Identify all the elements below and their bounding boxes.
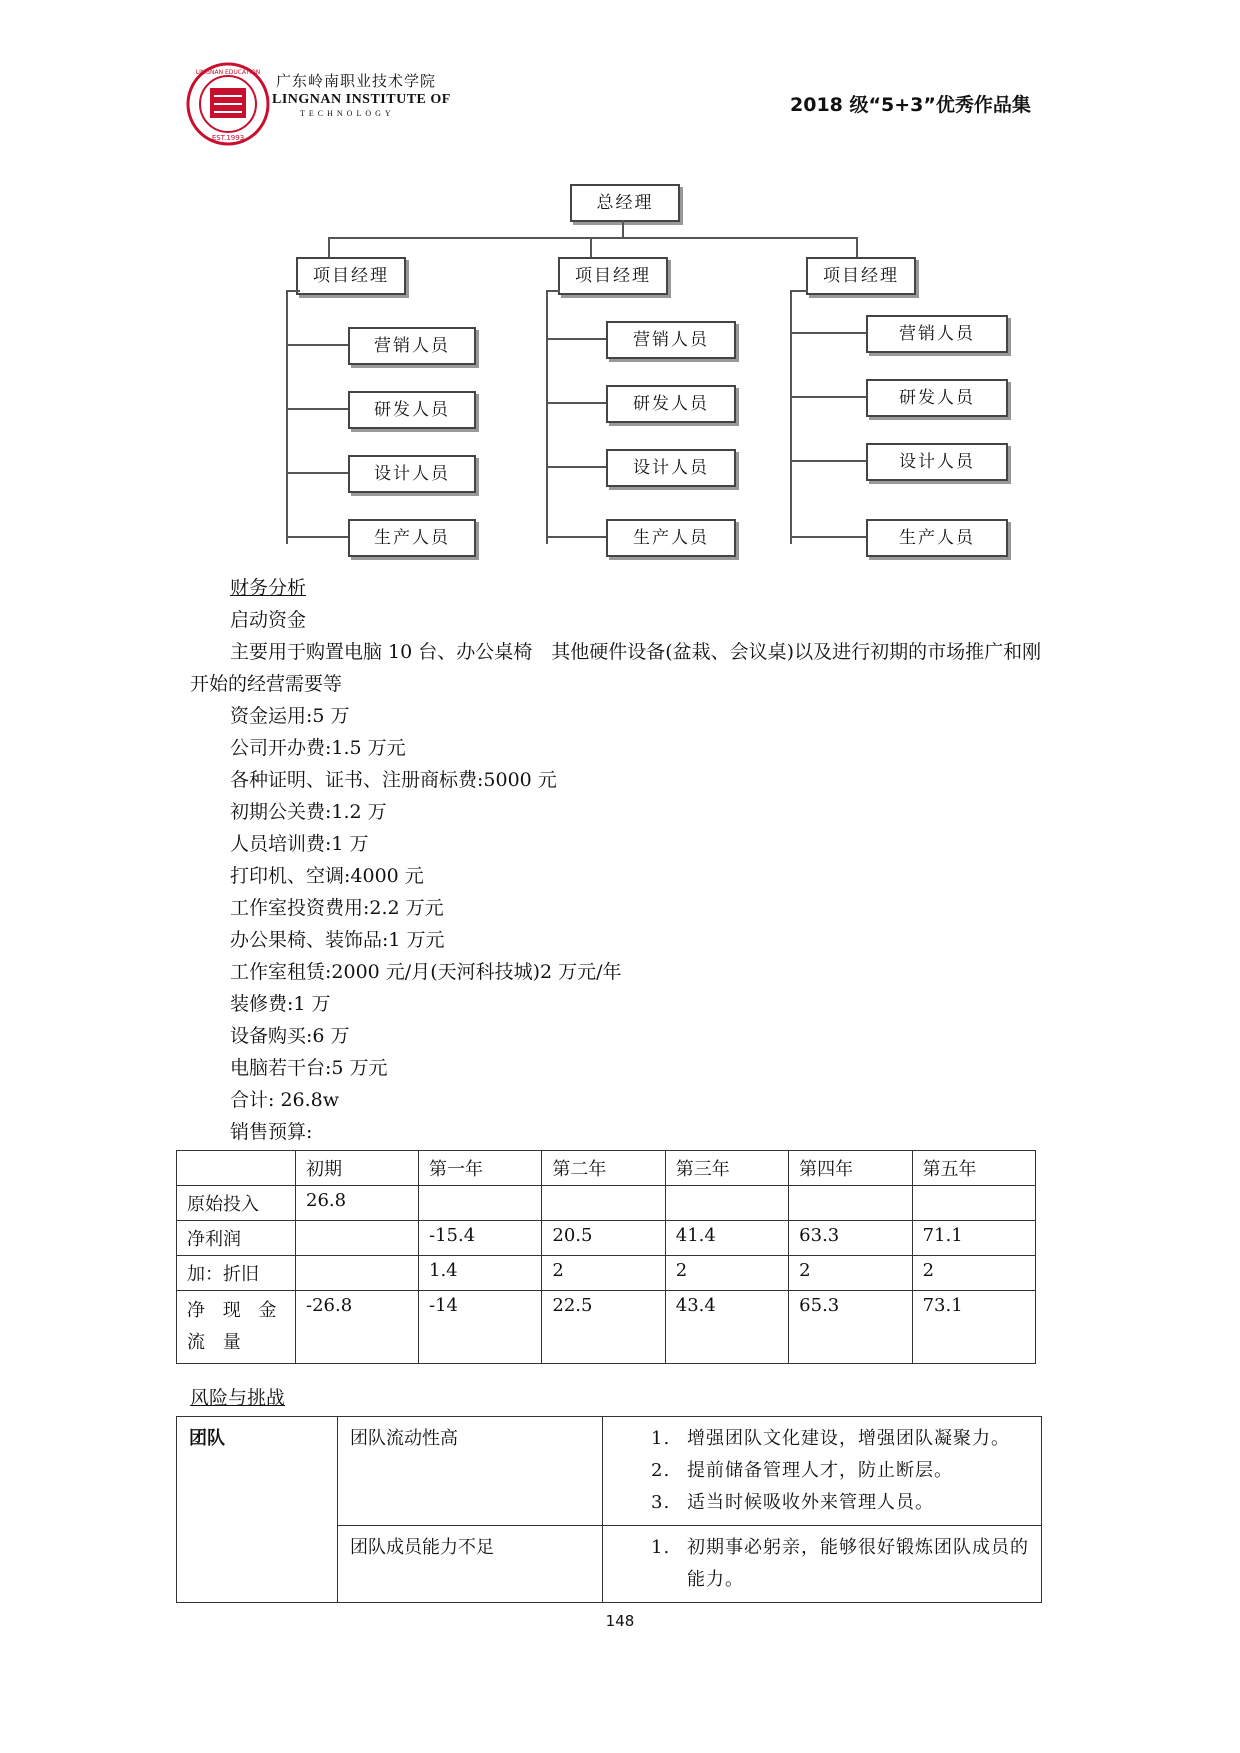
table-cell: 26.8 bbox=[296, 1186, 419, 1221]
table-row bbox=[177, 1186, 1036, 1221]
finance-item: 初期公关费:1.2 万 bbox=[230, 801, 387, 823]
table-cell: 原始投入 bbox=[177, 1186, 296, 1221]
risk-table bbox=[176, 1416, 1042, 1603]
risk-plan-cell bbox=[603, 1417, 1042, 1526]
org-staff-3-3: 设计人员 bbox=[866, 443, 1008, 481]
table-cell: 2 bbox=[912, 1256, 1035, 1291]
table-cell: 加：折旧 bbox=[177, 1256, 296, 1291]
table-cell: 2 bbox=[789, 1256, 912, 1291]
table-cell: 净利润 bbox=[177, 1221, 296, 1256]
table-cell: 1.4 bbox=[419, 1256, 542, 1291]
org-staff-1-3: 设计人员 bbox=[348, 455, 476, 493]
org-staff-1-1: 营销人员 bbox=[348, 327, 476, 365]
finance-item: 办公果椅、装饰品:1 万元 bbox=[230, 929, 445, 951]
budget-table bbox=[176, 1150, 1036, 1364]
table-header-cell: 初期 bbox=[296, 1151, 419, 1186]
table-cell bbox=[177, 1151, 296, 1186]
school-name-en: LINGNAN INSTITUTE OF bbox=[272, 92, 451, 107]
org-manager-1: 项目经理 bbox=[296, 257, 406, 295]
table-cell: 43.4 bbox=[665, 1291, 788, 1364]
table-header-cell: 第三年 bbox=[665, 1151, 788, 1186]
finance-total: 合计: 26.8w bbox=[230, 1089, 340, 1111]
page-number: 148 bbox=[605, 1612, 635, 1630]
finance-subtitle: 启动资金 bbox=[230, 609, 307, 631]
table-cell bbox=[296, 1256, 419, 1291]
plan-item: 1. 增强团队文化建设，增强团队凝聚力。 bbox=[651, 1428, 1010, 1449]
org-manager-3: 项目经理 bbox=[806, 257, 916, 295]
table-cell: 净 现 金 流 量 bbox=[177, 1291, 296, 1364]
org-staff-2-3: 设计人员 bbox=[606, 449, 736, 487]
table-header-row bbox=[177, 1151, 1036, 1186]
org-staff-1-4: 生产人员 bbox=[348, 519, 476, 557]
logo-text-top: LINGNAN EDUCATION bbox=[195, 69, 261, 76]
finance-item: 工作室租赁:2000 元/月(天河科技城)2 万元/年 bbox=[230, 961, 622, 983]
school-name-cn: 广东岭南职业技术学院 bbox=[276, 72, 437, 90]
plan-item: 3. 适当时候吸收外来管理人员。 bbox=[651, 1492, 934, 1513]
risk-plan-cell bbox=[603, 1526, 1042, 1603]
table-cell: 65.3 bbox=[789, 1291, 912, 1364]
table-cell bbox=[419, 1186, 542, 1221]
finance-section-title: 财务分析 bbox=[230, 577, 307, 599]
finance-item: 设备购买:6 万 bbox=[230, 1025, 350, 1047]
table-header-cell: 第四年 bbox=[789, 1151, 912, 1186]
finance-item: 人员培训费:1 万 bbox=[230, 833, 369, 855]
table-row bbox=[177, 1417, 1042, 1526]
table-cell bbox=[542, 1186, 665, 1221]
table-cell: 2 bbox=[542, 1256, 665, 1291]
plan-item: 2. 提前储备管理人才，防止断层。 bbox=[651, 1460, 953, 1481]
table-header-cell: 第二年 bbox=[542, 1151, 665, 1186]
table-row bbox=[177, 1256, 1036, 1291]
table-cell: 2 bbox=[665, 1256, 788, 1291]
finance-item: 资金运用:5 万 bbox=[230, 705, 350, 727]
risk-name: 团队流动性高 bbox=[338, 1417, 603, 1526]
finance-item: 工作室投资费用:2.2 万元 bbox=[230, 897, 444, 919]
risk-section-title: 风险与挑战 bbox=[190, 1387, 286, 1409]
table-cell: 20.5 bbox=[542, 1221, 665, 1256]
risk-category: 团队 bbox=[177, 1417, 338, 1603]
table-cell: -26.8 bbox=[296, 1291, 419, 1364]
table-cell: -14 bbox=[419, 1291, 542, 1364]
finance-intro: 主要用于购置电脑 10 台、办公桌椅 其他硬件设备(盆栽、会议桌)以及进行初期的市场推广和刚开始的经营需要等 bbox=[190, 641, 1042, 695]
table-cell: 71.1 bbox=[912, 1221, 1035, 1256]
table-cell: -15.4 bbox=[419, 1221, 542, 1256]
finance-item: 各种证明、证书、注册商标费:5000 元 bbox=[230, 769, 557, 791]
org-staff-3-4: 生产人员 bbox=[866, 519, 1008, 557]
finance-item: 装修费:1 万 bbox=[230, 993, 331, 1015]
table-row bbox=[177, 1221, 1036, 1256]
finance-item: 公司开办费:1.5 万元 bbox=[230, 737, 406, 759]
table-cell: 22.5 bbox=[542, 1291, 665, 1364]
school-name-en-2: TECHNOLOGY bbox=[300, 109, 395, 118]
logo-text-bottom: EST.1993 bbox=[211, 134, 245, 142]
org-staff-2-1: 营销人员 bbox=[606, 321, 736, 359]
plan-item: 1. 初期事必躬亲，能够很好锻炼团队成员的能力。 bbox=[651, 1537, 1029, 1590]
table-cell: 73.1 bbox=[912, 1291, 1035, 1364]
collection-title: 2018 级“5+3”优秀作品集 bbox=[790, 94, 1031, 116]
org-manager-2: 项目经理 bbox=[558, 257, 668, 295]
org-staff-2-4: 生产人员 bbox=[606, 519, 736, 557]
table-cell: 41.4 bbox=[665, 1221, 788, 1256]
sales-budget-label: 销售预算: bbox=[230, 1121, 313, 1143]
table-cell: 63.3 bbox=[789, 1221, 912, 1256]
org-staff-3-1: 营销人员 bbox=[866, 315, 1008, 353]
finance-item: 电脑若干台:5 万元 bbox=[230, 1057, 388, 1079]
table-cell bbox=[296, 1221, 419, 1256]
table-cell bbox=[665, 1186, 788, 1221]
org-staff-3-2: 研发人员 bbox=[866, 379, 1008, 417]
finance-item: 打印机、空调:4000 元 bbox=[230, 865, 424, 887]
table-cell bbox=[912, 1186, 1035, 1221]
school-logo-seal bbox=[186, 62, 270, 146]
org-staff-1-2: 研发人员 bbox=[348, 391, 476, 429]
table-row bbox=[177, 1291, 1036, 1364]
risk-name: 团队成员能力不足 bbox=[338, 1526, 603, 1603]
table-cell bbox=[789, 1186, 912, 1221]
table-header-cell: 第一年 bbox=[419, 1151, 542, 1186]
org-root-node: 总经理 bbox=[570, 184, 680, 222]
table-header-cell: 第五年 bbox=[912, 1151, 1035, 1186]
org-staff-2-2: 研发人员 bbox=[606, 385, 736, 423]
